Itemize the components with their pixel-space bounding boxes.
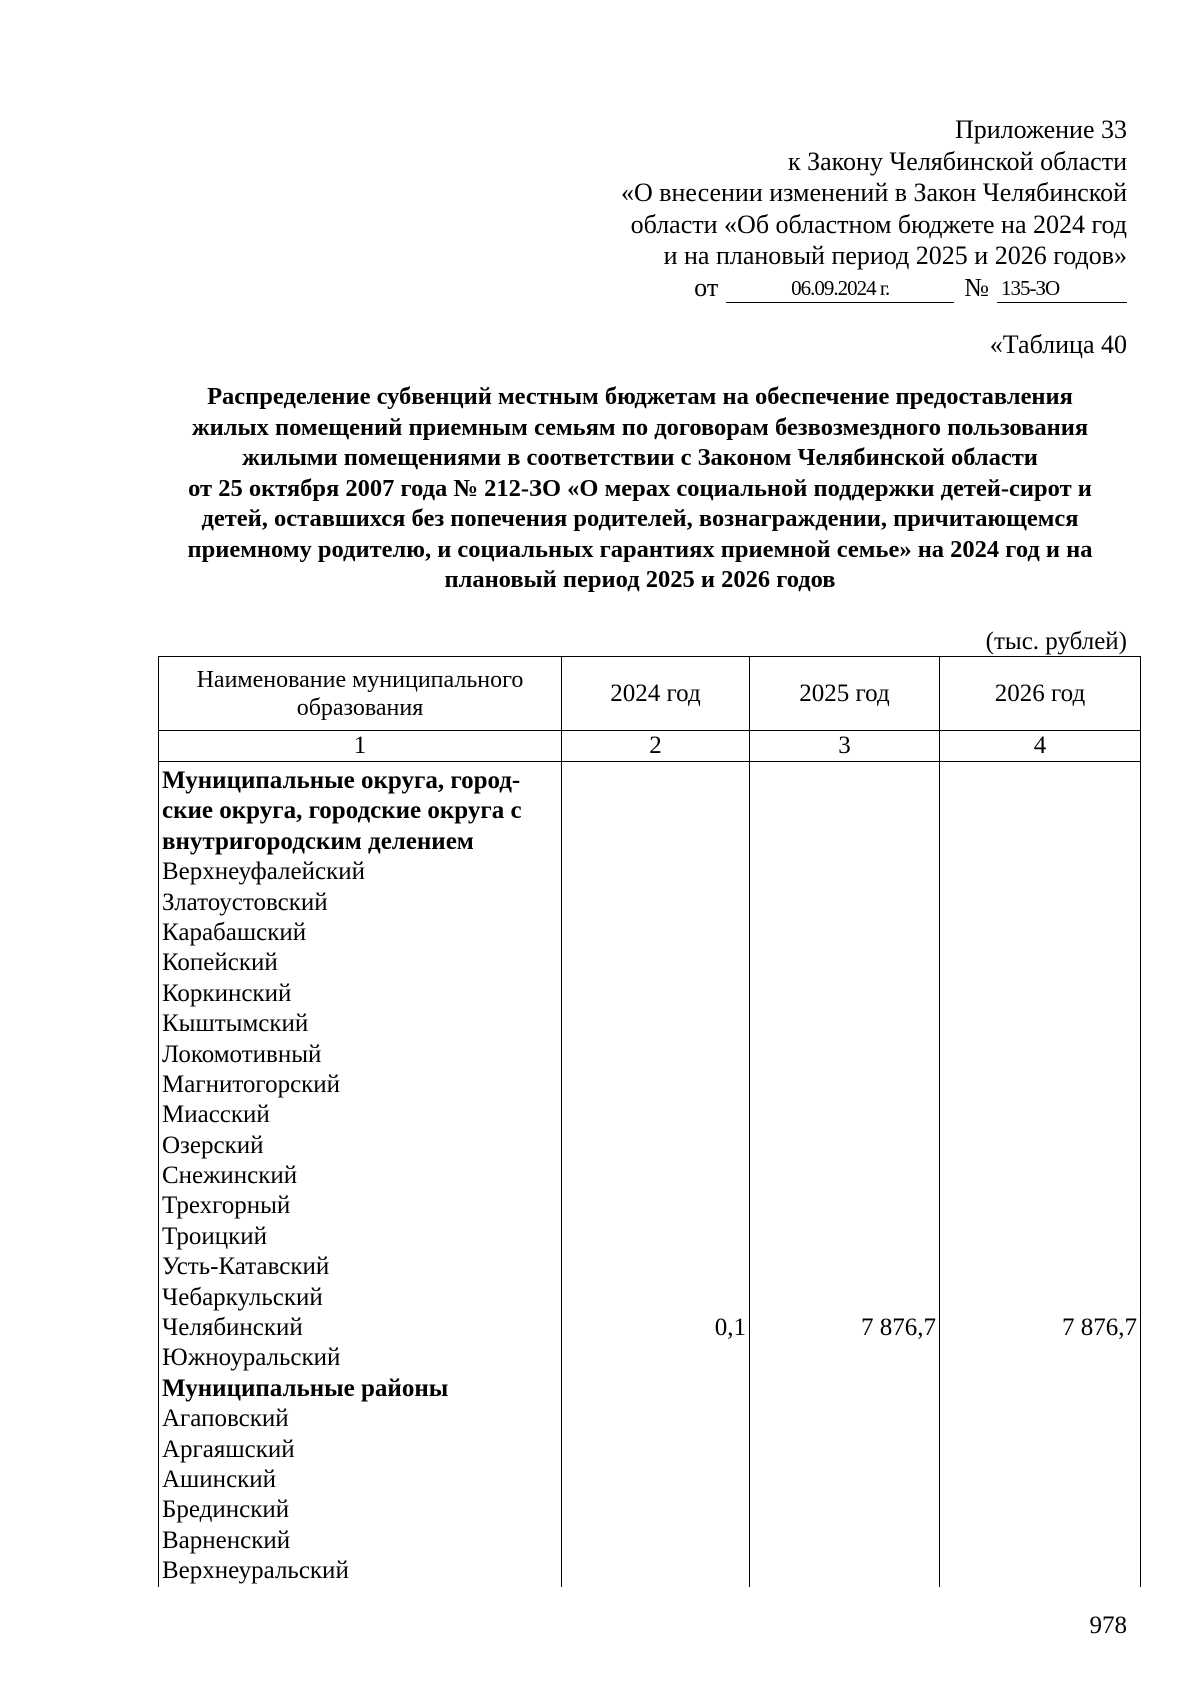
- from-label: от: [694, 272, 719, 302]
- value-2025: [753, 857, 937, 887]
- value-2025: [753, 796, 937, 826]
- value-2025: [753, 1100, 937, 1130]
- municipality-name: Локомотивный: [162, 1040, 322, 1068]
- value-2024: [565, 857, 747, 887]
- value-2025: [753, 1161, 937, 1191]
- value-2026: [943, 766, 1138, 796]
- appendix-header: [507, 114, 1127, 303]
- value-2024: [565, 1009, 747, 1039]
- value-2025: [753, 1283, 937, 1313]
- municipality-name: Верхнеуфалейский: [162, 858, 365, 886]
- municipality-name: Верхнеуральский: [162, 1557, 349, 1585]
- column-number: 1: [159, 731, 562, 762]
- appendix-line: «О внесении изменений в Закон Челябинской: [620, 178, 1127, 207]
- value-2025: [753, 979, 937, 1009]
- municipality-name: Чебаркульский: [162, 1283, 323, 1311]
- value-2026: [943, 1283, 1138, 1313]
- value-2024: [565, 1100, 747, 1130]
- title-line: приемному родителю, и социальных гарантиях приемной семье» на 2024 год и на: [187, 535, 1093, 563]
- value-2024: [565, 1283, 747, 1313]
- header-2025: 2025 год: [750, 657, 940, 731]
- municipality-name: Ашинский: [162, 1465, 277, 1493]
- value-2026: [943, 796, 1138, 826]
- values-2025-column: [750, 762, 940, 1587]
- value-2026: [943, 1343, 1138, 1373]
- value-2024: [565, 1526, 747, 1556]
- value-2025: [753, 1252, 937, 1282]
- value-2024: [565, 1343, 747, 1373]
- municipality-name: ские округа, городские округа с: [162, 797, 522, 825]
- value-2025: [753, 1556, 937, 1586]
- value-2025: [753, 1374, 937, 1404]
- municipality-name: внутригородским делением: [162, 827, 474, 855]
- municipality-name: Брединский: [162, 1496, 290, 1524]
- value-2025: [753, 1343, 937, 1373]
- value-2024: [565, 1435, 747, 1465]
- law-signature-line: [507, 272, 1127, 303]
- municipality-name: Златоустовский: [162, 888, 328, 916]
- value-2026: [943, 1435, 1138, 1465]
- municipality-name: Трехгорный: [162, 1192, 291, 1220]
- value-2024: [565, 766, 747, 796]
- municipality-name: Челябинский: [162, 1314, 303, 1342]
- title-line: жилыми помещениями в соответствии с Законом Челябинской области: [242, 444, 1038, 471]
- value-2026: [943, 1131, 1138, 1161]
- value-2024: [565, 1040, 747, 1070]
- value-2026: 7 876,7: [1062, 1314, 1137, 1342]
- municipality-name: Магнитогорский: [162, 1070, 341, 1098]
- value-2025: [753, 1495, 937, 1525]
- municipality-name: Муниципальные районы: [162, 1374, 449, 1402]
- appendix-line: и на плановый период 2025 и 2026 годов»: [663, 241, 1127, 270]
- header-2024: 2024 год: [562, 657, 750, 731]
- header-2026: 2026 год: [940, 657, 1141, 731]
- column-number: 4: [940, 731, 1141, 762]
- value-2026: [943, 948, 1138, 978]
- subvention-table: [158, 656, 1141, 1587]
- column-number: 2: [562, 731, 750, 762]
- appendix-line: к Закону Челябинской области: [787, 146, 1127, 176]
- municipality-name: Миасский: [162, 1101, 270, 1129]
- municipality-name: Карабашский: [162, 918, 307, 946]
- value-2026: [943, 888, 1138, 918]
- value-2024: [565, 1556, 747, 1586]
- value-2025: 7 876,7: [861, 1314, 936, 1342]
- value-2026: [943, 1161, 1138, 1191]
- value-2024: [565, 796, 747, 826]
- value-2025: [753, 918, 937, 948]
- value-2025: [753, 948, 937, 978]
- municipality-name: Троицкий: [162, 1222, 267, 1250]
- value-2026: [943, 1252, 1138, 1282]
- value-2024: [565, 1131, 747, 1161]
- title-line: от 25 октября 2007 года № 212-ЗО «О мерах социальной поддержки детей-сирот и: [188, 474, 1092, 502]
- value-2024: [565, 1222, 747, 1252]
- value-2026: [943, 827, 1138, 857]
- values-2026-column: [940, 762, 1141, 1587]
- value-2025: [753, 1435, 937, 1465]
- appendix-line: Приложение 33: [954, 115, 1127, 144]
- value-2026: [943, 1191, 1138, 1221]
- value-2026: [943, 1495, 1138, 1525]
- title-line: детей, оставшихся без попечения родителей, вознаграждении, причитающемся: [201, 505, 1079, 532]
- value-2026: [943, 1100, 1138, 1130]
- municipality-name: Кыштымский: [162, 1010, 309, 1038]
- value-2026: [943, 918, 1138, 948]
- municipality-name: Агаповский: [162, 1405, 289, 1433]
- document-title: [140, 382, 1140, 596]
- page-number: 978: [1089, 1612, 1127, 1639]
- value-2026: [943, 1465, 1138, 1495]
- value-2024: [565, 1495, 747, 1525]
- value-2024: [565, 918, 747, 948]
- value-2024: 0,1: [714, 1314, 746, 1342]
- column-number: 3: [750, 731, 940, 762]
- value-2025: [753, 888, 937, 918]
- value-2024: [565, 1161, 747, 1191]
- municipality-name: Усть-Катавский: [162, 1253, 330, 1281]
- value-2024: [565, 1070, 747, 1100]
- value-2025: [753, 1131, 937, 1161]
- table-body: [159, 762, 1141, 1587]
- municipality-name: Снежинский: [162, 1162, 298, 1190]
- value-2025: [753, 1040, 937, 1070]
- value-2026: [943, 1404, 1138, 1434]
- value-2025: [753, 1465, 937, 1495]
- value-2026: [943, 1556, 1138, 1586]
- value-2026: [943, 1374, 1138, 1404]
- number-label: №: [964, 272, 989, 302]
- value-2026: [943, 857, 1138, 887]
- value-2024: [565, 1252, 747, 1282]
- value-2026: [943, 1040, 1138, 1070]
- value-2025: [753, 1009, 937, 1039]
- header-municipality: Наименование муниципального образования: [159, 657, 562, 731]
- municipality-name: Копейский: [162, 949, 278, 977]
- value-2025: [753, 1404, 937, 1434]
- column-number-row: [159, 731, 1141, 762]
- municipality-name: Озерский: [162, 1131, 264, 1159]
- value-2025: [753, 827, 937, 857]
- value-2026: [943, 1070, 1138, 1100]
- municipality-name: Варненский: [162, 1526, 291, 1554]
- value-2024: [565, 1465, 747, 1495]
- title-line: жилых помещений приемным семьям по договорам безвозмездного пользования: [191, 413, 1089, 441]
- value-2024: [565, 948, 747, 978]
- value-2024: [565, 1404, 747, 1434]
- value-2024: [565, 979, 747, 1009]
- municipality-name: Южноуральский: [162, 1344, 341, 1372]
- values-2024-column: [562, 762, 750, 1587]
- title-line: плановый период 2025 и 2026 годов: [444, 566, 836, 593]
- municipality-column: [159, 762, 562, 1587]
- value-2026: [943, 1222, 1138, 1252]
- value-2026: [943, 979, 1138, 1009]
- value-2024: [565, 1191, 747, 1221]
- value-2025: [753, 1070, 937, 1100]
- value-2026: [943, 1009, 1138, 1039]
- value-2024: [565, 827, 747, 857]
- value-2025: [753, 766, 937, 796]
- value-2025: [753, 1526, 937, 1556]
- value-2026: [943, 1526, 1138, 1556]
- value-2024: [565, 888, 747, 918]
- table-header-row: [159, 657, 1141, 731]
- units-label: (тыс. рублей): [985, 628, 1127, 655]
- appendix-line: области «Об областном бюджете на 2024 год: [630, 209, 1127, 239]
- municipality-name: Коркинский: [162, 979, 292, 1007]
- law-date: 06.09.2024 г.: [726, 275, 954, 303]
- municipality-name: Муниципальные округа, город-: [162, 767, 521, 794]
- municipality-name: Аргаяшский: [162, 1435, 295, 1463]
- law-number: 135-ЗО: [997, 275, 1127, 303]
- value-2024: [565, 1374, 747, 1404]
- value-2025: [753, 1191, 937, 1221]
- title-line: Распределение субвенций местным бюджетам на обеспечение предоставления: [207, 383, 1073, 410]
- table-label: «Таблица 40: [989, 330, 1127, 359]
- value-2025: [753, 1222, 937, 1252]
